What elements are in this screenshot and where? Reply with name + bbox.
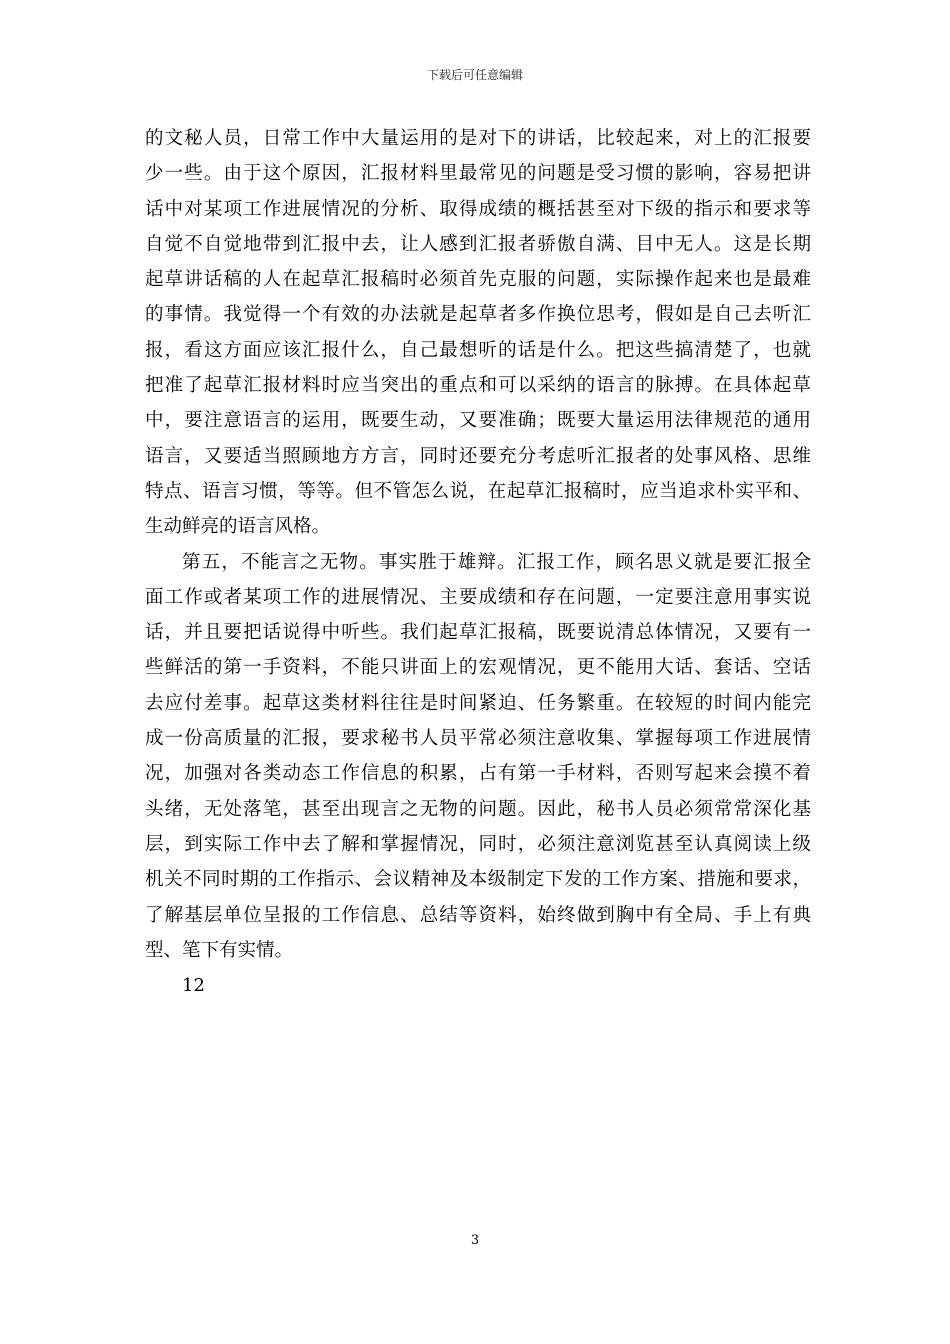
text-line: 成一份高质量的汇报，要求秘书人员平常必须注意收集、掌握每项工作进展情 bbox=[145, 728, 811, 750]
text-line: 特点、语言习惯，等等。但不管怎么说，在起草汇报稿时，应当追求朴实平和、 bbox=[145, 480, 811, 502]
text-line: 去应付差事。起草这类材料往往是时间紧迫、任务繁重。在较短的时间内能完 bbox=[145, 692, 811, 714]
text-line: 头绪，无处落笔，甚至出现言之无物的问题。因此，秘书人员必须常常深化基 bbox=[145, 798, 811, 820]
text-line: 了解基层单位呈报的工作信息、总结等资料，始终做到胸中有全局、手上有典 bbox=[145, 904, 811, 926]
standalone-number: 12 bbox=[182, 975, 205, 997]
text-line: 的文秘人员，日常工作中大量运用的是对下的讲话，比较起来，对上的汇报要 bbox=[145, 128, 811, 149]
text-line: 些鲜活的第一手资料，不能只讲面上的宏观情况，更不能用大话、套话、空话 bbox=[145, 657, 811, 679]
text-line: 面工作或者某项工作的进展情况、主要成绩和存在问题，一定要注意用事实说 bbox=[145, 586, 811, 608]
text-line: 中，要注意语言的运用，既要生动，又要准确；既要大量运用法律规范的通用 bbox=[145, 410, 811, 432]
page-number: 3 bbox=[470, 1233, 480, 1248]
document-body bbox=[145, 121, 811, 1003]
text-line: 况，加强对各类动态工作信息的积累，占有第一手材料，否则写起来会摸不着 bbox=[145, 763, 811, 785]
text-line: 报，看这方面应该汇报什么，自己最想听的话是什么。把这些搞清楚了，也就 bbox=[145, 339, 811, 361]
text-line: 机关不同时期的工作指示、会议精神及本级制定下发的工作方案、措施和要求， bbox=[145, 869, 811, 891]
text-line: 第五，不能言之无物。事实胜于雄辩。汇报工作，顾名思义就是要汇报全 bbox=[182, 551, 811, 573]
text-line: 的事情。我觉得一个有效的办法就是起草者多作换位思考，假如是自己去听汇 bbox=[145, 304, 811, 326]
text-line: 话中对某项工作进展情况的分析、取得成绩的概括甚至对下级的指示和要求等 bbox=[145, 198, 811, 220]
text-line: 话，并且要把话说得中听些。我们起草汇报稿，既要说清总体情况，又要有一 bbox=[145, 622, 811, 644]
text-line: 把准了起草汇报材料时应当突出的重点和可以采纳的语言的脉搏。在具体起草 bbox=[145, 375, 811, 397]
paragraph-1 bbox=[145, 121, 811, 545]
page-header: 下载后可任意编辑 bbox=[426, 68, 523, 82]
text-line: 层，到实际工作中去了解和掌握情况，同时，必须注意浏览甚至认真阅读上级 bbox=[145, 833, 811, 855]
text-line: 起草讲话稿的人在起草汇报稿时必须首先克服的问题，实际操作起来也是最难 bbox=[145, 269, 811, 291]
text-line: 语言，又要适当照顾地方方言，同时还要充分考虑听汇报者的处事风格、思维 bbox=[145, 445, 811, 467]
text-line: 自觉不自觉地带到汇报中去，让人感到汇报者骄傲自满、目中无人。这是长期 bbox=[145, 233, 811, 255]
text-line: 少一些。由于这个原因，汇报材料里最常见的问题是受习惯的影响，容易把讲 bbox=[145, 163, 811, 185]
text-line: 生动鲜亮的语言风格。 bbox=[145, 516, 331, 538]
text-line: 型、笔下有实情。 bbox=[145, 939, 294, 961]
paragraph-2 bbox=[145, 545, 811, 969]
